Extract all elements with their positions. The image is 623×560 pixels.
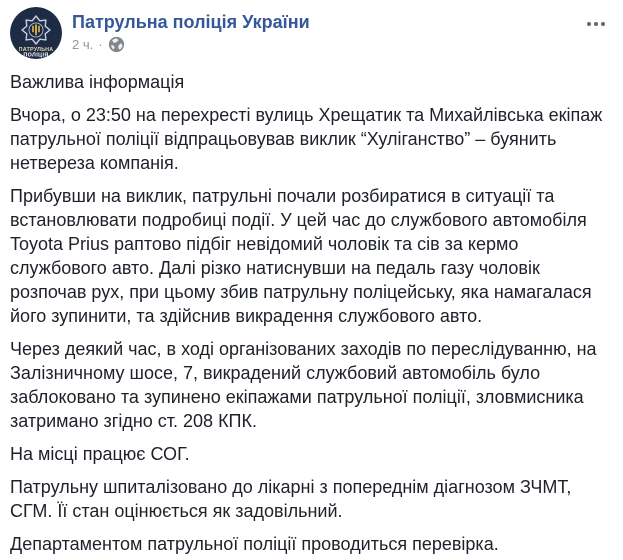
post-paragraph: Департаментом патрульної поліції проводиться перевірка. (10, 534, 499, 554)
post-paragraph: Прибувши на виклик, патрульні почали розбиратися в ситуації та встановлювати подробиці події. У цей час до службового автомобіля Toyota Prius раптово підбіг невідомий чоловік та сів за кермо службового авто. Далі різко натиснувши на педаль газу чоловік розпочав рух, при цьому збив патрульну поліцейську, яка намагалася його зупинити, та здійснив викрадення службового авто. (10, 186, 597, 326)
ellipsis-dot (587, 22, 591, 26)
post-header-text (72, 7, 310, 53)
ellipsis-dot (601, 22, 605, 26)
patrol-police-logo-icon (10, 7, 62, 59)
timestamp[interactable]: 2 ч. (72, 37, 94, 52)
avatar-label-line1: ПАТРУЛЬНА (18, 47, 54, 53)
post-paragraph: Патрульну шпиталізовано до лікарні з попереднім діагнозом ЗЧМТ, СГМ. Її стан оцінюється як задовільний. (10, 477, 577, 521)
avatar-label-line2: ПОЛІЦІЯ (23, 52, 49, 59)
post-paragraph: Важлива інформація (10, 72, 185, 92)
post-body (0, 59, 623, 556)
avatar[interactable] (10, 7, 62, 59)
globe-icon (108, 36, 125, 53)
post-paragraph: На місці працює СОГ. (10, 444, 190, 464)
post-paragraph: Через деякий час, в ході організованих заходів по переслідуванню, на Залізничному шосе, 7, викрадений службовий автомобіль було заблоковано та зупинено екіпажами патрульної поліції, зловмисника затримано згідно ст. 208 КПК. (10, 339, 602, 431)
page-name-link[interactable]: Патрульна поліція України (72, 12, 310, 32)
ellipsis-dot (594, 22, 598, 26)
post-menu-button[interactable] (585, 16, 607, 32)
post-header (0, 0, 623, 59)
post-meta (72, 36, 310, 53)
post-paragraph: Вчора, о 23:50 на перехресті вулиць Хрещатик та Михайлівська екіпаж патрульної поліції відпрацьовував виклик “Хуліганство” – буянить нетвереза компанія. (10, 105, 608, 173)
meta-separator: · (98, 37, 103, 52)
